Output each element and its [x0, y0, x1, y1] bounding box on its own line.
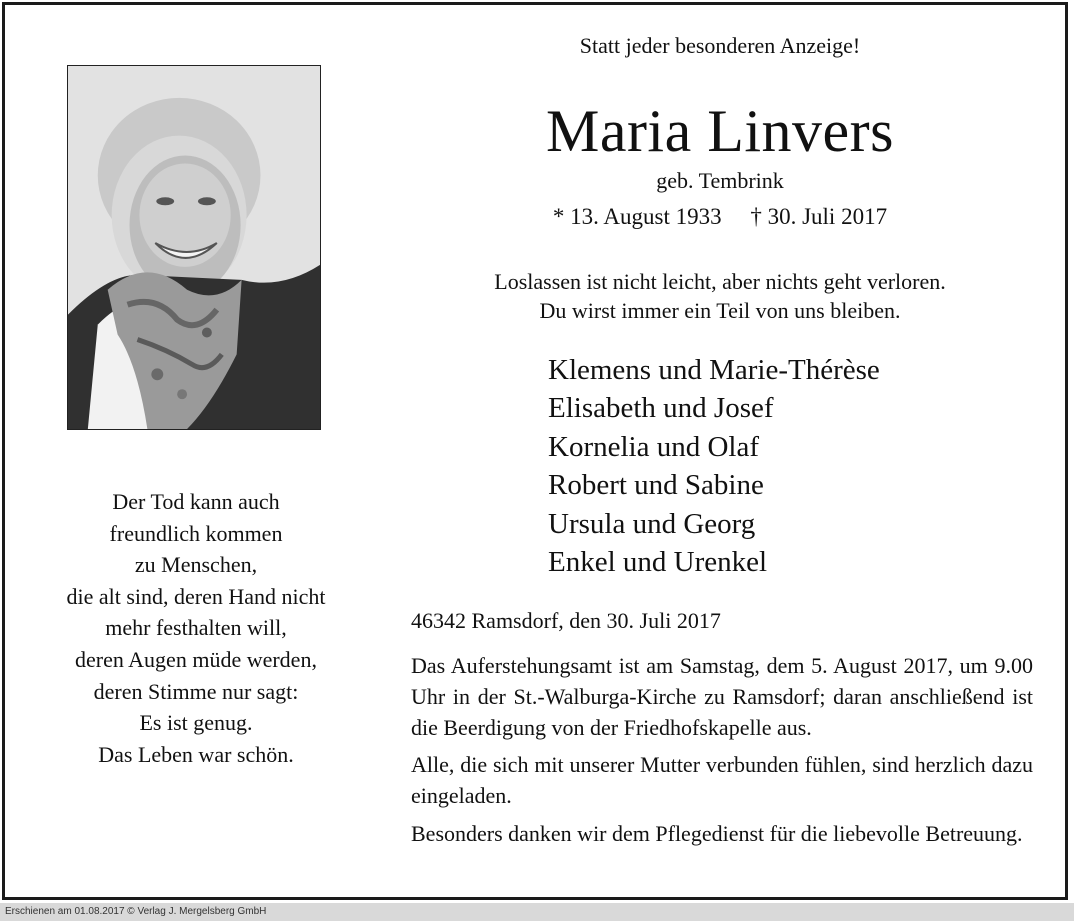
poem-line: freundlich kommen: [109, 520, 283, 546]
mourner: Klemens und Marie-Thérèse: [548, 354, 880, 386]
poem-line: Der Tod kann auch: [112, 489, 280, 514]
birth-date: * 13. August 1933: [552, 204, 722, 229]
thanks: Besonders danken wir dem Pflegedienst für die liebevolle Betreuung.: [411, 821, 1023, 846]
life-dates: [410, 204, 1030, 230]
poem-line: Es ist genug.: [139, 710, 253, 736]
mourner: Kornelia und Olaf: [548, 430, 759, 463]
motto-line: Du wirst immer ein Teil von uns bleiben.: [539, 298, 901, 323]
place-date: 46342 Ramsdorf, den 30. Juli 2017: [411, 608, 721, 633]
maiden-name: geb. Tembrink: [656, 168, 784, 193]
motto-line: Loslassen ist nicht leicht, aber nichts geht verloren.: [494, 269, 946, 294]
poem: [20, 486, 372, 770]
mourner: Elisabeth und Josef: [548, 392, 774, 425]
notice-heading: Statt jeder besonderen Anzeige!: [579, 33, 861, 58]
poem-line: deren Augen müde werden,: [75, 646, 317, 672]
funeral-info: Das Auferstehungsamt ist am Samstag, dem 5. August 2017, um 9.00 Uhr in der St.-Walburga-Kirche zu Ramsdorf; daran anschließend ist die Beerdigung von der Friedhofskapelle aus.: [411, 653, 1033, 740]
motto: [410, 267, 1030, 325]
mourners-list: [548, 351, 880, 581]
portrait-photo: [67, 65, 321, 430]
poem-line: deren Stimme nur sagt:: [93, 678, 299, 704]
poem-line: zu Menschen,: [134, 552, 258, 578]
poem-line: die alt sind, deren Hand nicht: [66, 583, 326, 609]
mourner: Robert und Sabine: [548, 469, 764, 502]
mourner: Enkel und Urenkel: [548, 546, 768, 579]
death-date: † 30. Juli 2017: [750, 204, 888, 229]
deceased-name: Maria Linvers: [545, 98, 895, 164]
mourner: Ursula und Georg: [548, 507, 756, 540]
poem-line: mehr festhalten will,: [105, 615, 287, 641]
invitation: Alle, die sich mit unserer Mutter verbunden fühlen, sind herzlich dazu eingeladen.: [411, 752, 1033, 808]
publication-footer: Erschienen am 01.08.2017 © Verlag J. Mergelsberg GmbH: [0, 903, 1074, 921]
poem-line: Das Leben war schön.: [98, 741, 294, 767]
